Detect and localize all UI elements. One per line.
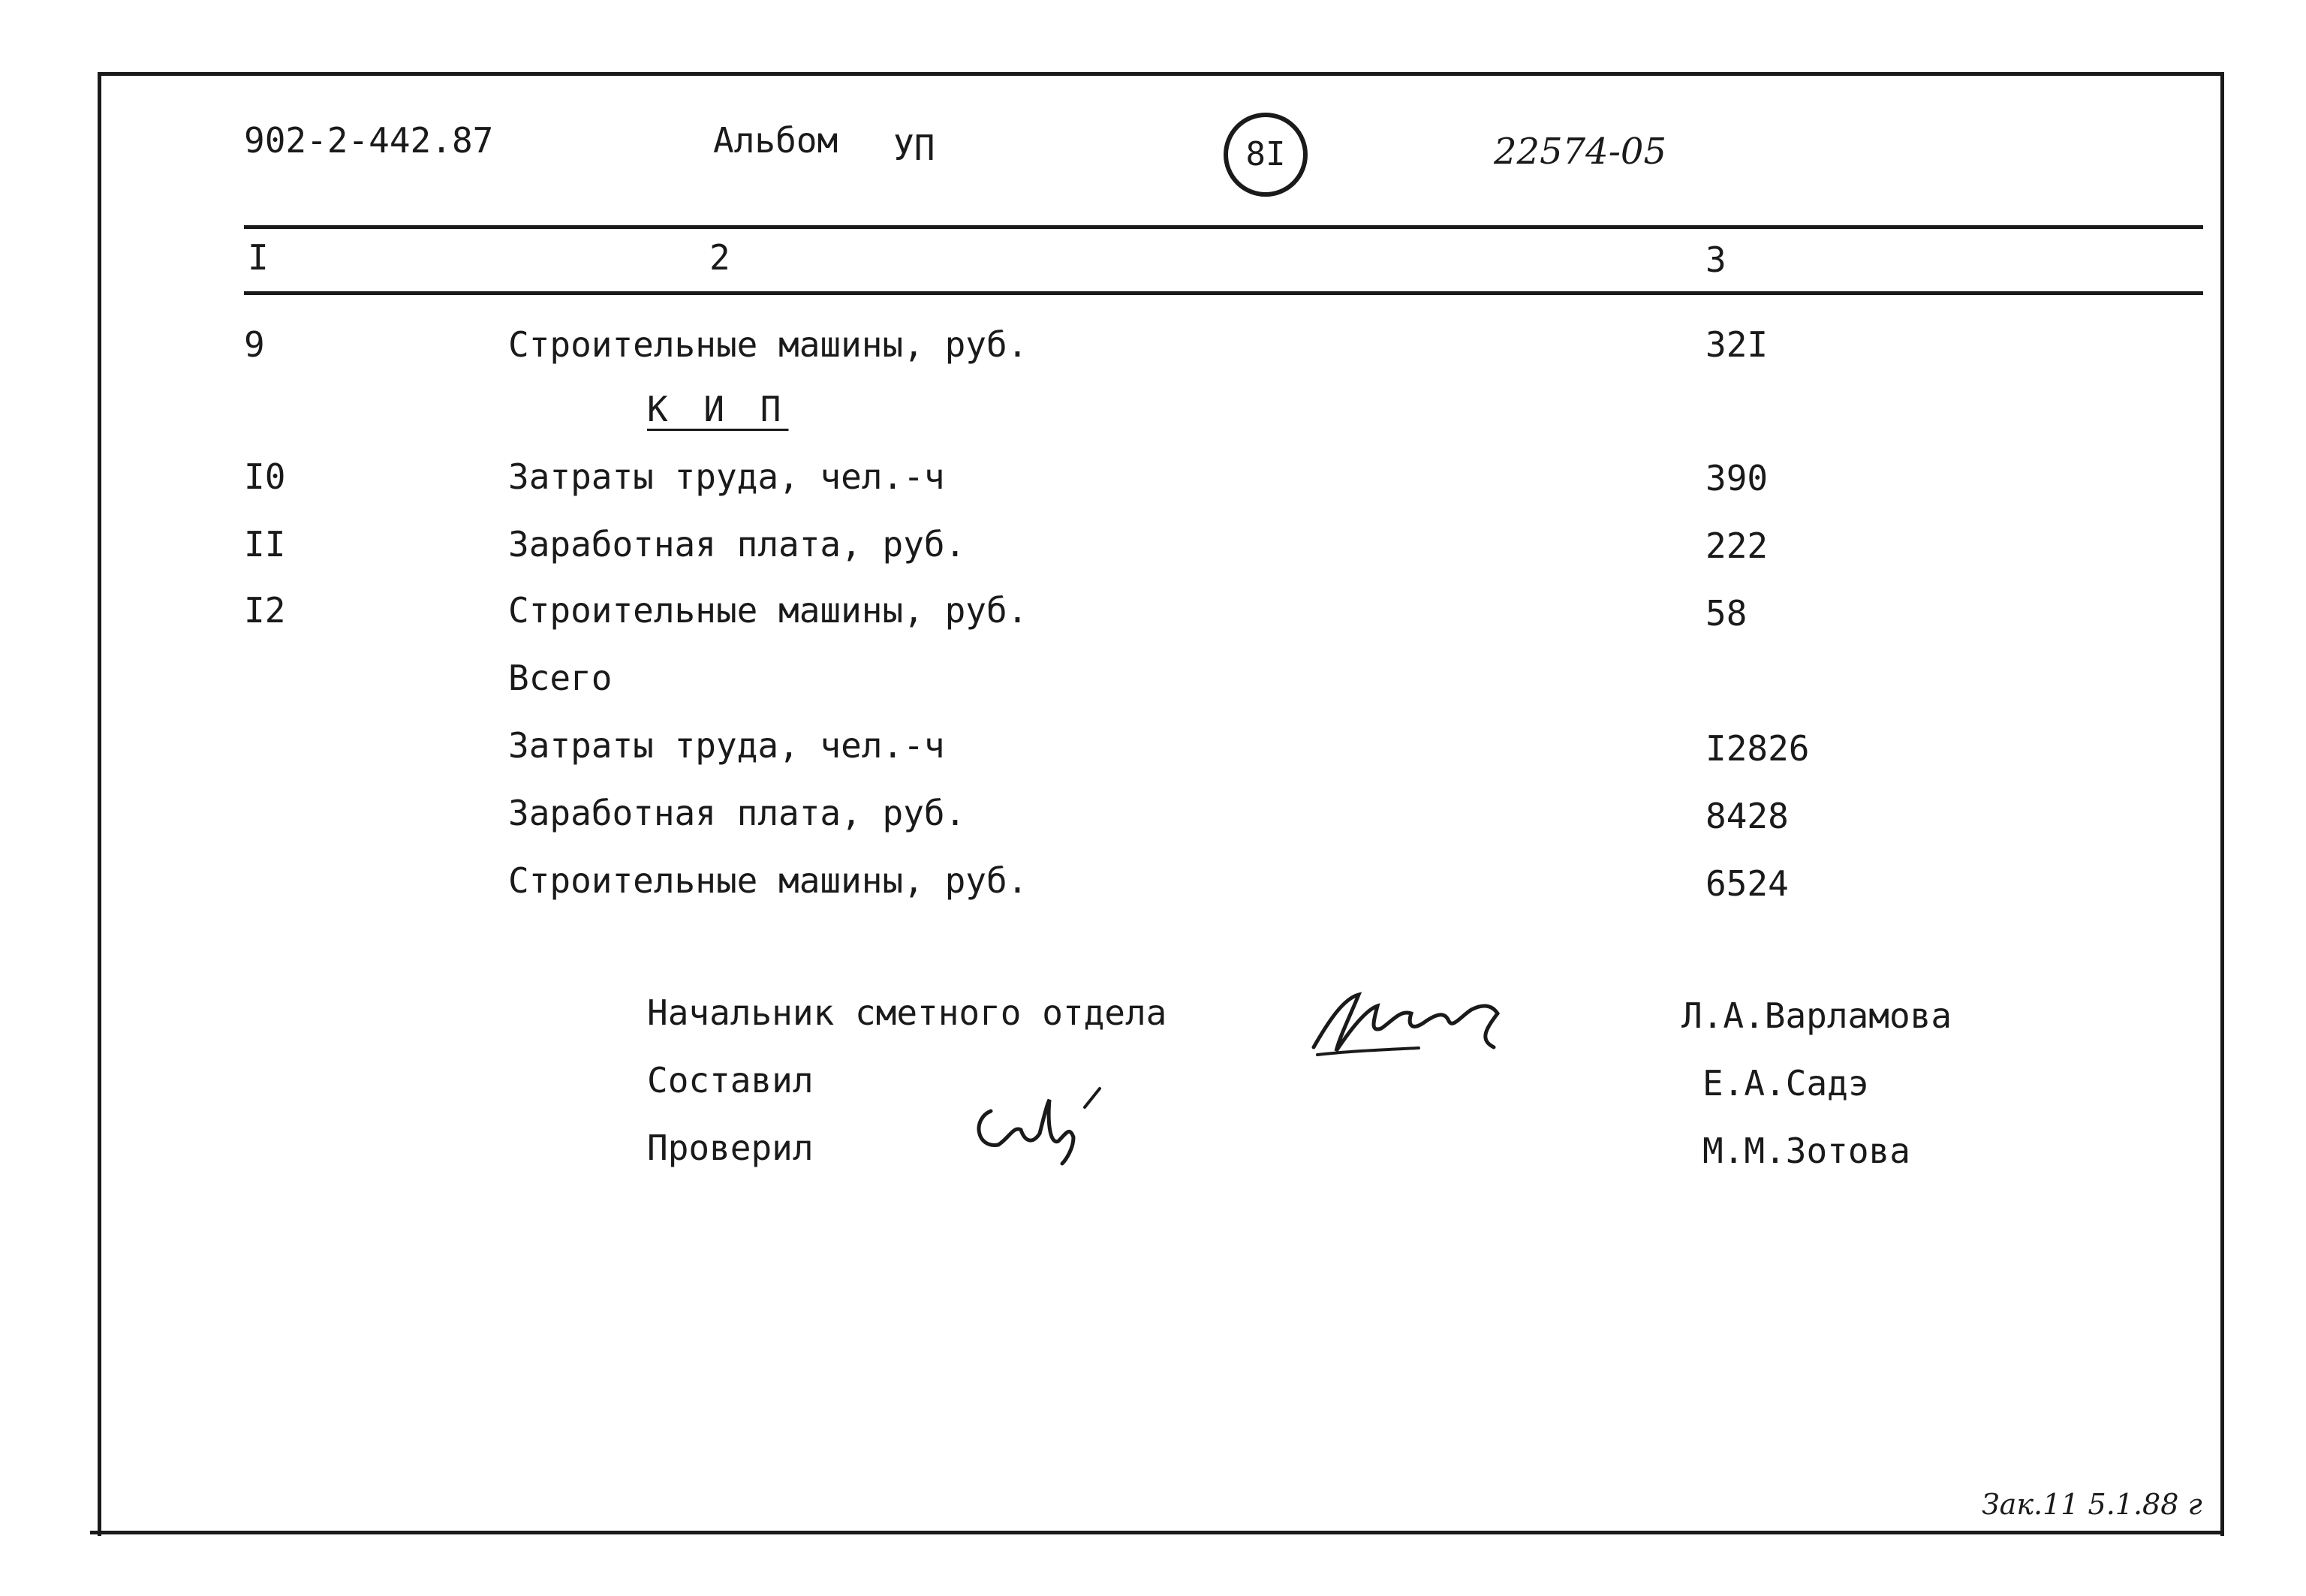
section-title-kip: К И П: [647, 389, 789, 429]
row-value: I2826: [1705, 728, 1810, 769]
row-num: 9: [244, 324, 265, 365]
handwritten-signature-compiler: [961, 1074, 1111, 1171]
frame-left: [98, 72, 101, 1536]
handwritten-signature-head: [1299, 976, 1524, 1066]
column-header-1: I: [248, 237, 269, 278]
album-value: УП: [893, 128, 935, 168]
page-number-stamp: [1224, 113, 1308, 197]
signature-name: Л.А.Варламова: [1681, 995, 1952, 1036]
doc-code: 902-2-442.87: [244, 120, 494, 161]
footer-note: Зак.11 5.1.88 г: [1982, 1488, 2202, 1521]
total-label: Всего: [508, 658, 613, 698]
frame-bottom: [90, 1531, 2224, 1534]
signature-role: Проверил: [647, 1128, 814, 1168]
row-label: Затраты труда, чел.-ч: [508, 456, 945, 497]
row-label: Заработная плата, руб.: [508, 524, 966, 565]
row-value: 58: [1705, 593, 1748, 634]
row-label: Строительные машины, руб.: [508, 324, 1028, 365]
page-number: 8I: [1245, 135, 1286, 173]
frame-right: [2220, 72, 2224, 1536]
series-number: 22574-05: [1494, 131, 1666, 173]
row-label: Заработная плата, руб.: [508, 793, 966, 833]
row-value: 6524: [1705, 863, 1789, 904]
column-header-2: 2: [709, 237, 730, 278]
column-header-3: 3: [1705, 239, 1726, 280]
header-rule-top: [244, 225, 2203, 229]
frame-top: [98, 72, 2224, 76]
signature-role: Начальник сметного отдела: [647, 992, 1167, 1033]
row-label: Затраты труда, чел.-ч: [508, 725, 945, 766]
row-label: Строительные машины, руб.: [508, 590, 1028, 631]
signature-name: М.М.Зотова: [1702, 1131, 1910, 1171]
header-rule-bottom: [244, 291, 2203, 295]
row-num: I2: [244, 590, 286, 631]
row-num: I0: [244, 456, 286, 497]
row-value: 390: [1705, 458, 1769, 498]
row-value: 8428: [1705, 796, 1789, 836]
row-value: 32I: [1705, 324, 1769, 365]
row-value: 222: [1705, 525, 1769, 566]
signature-name: Е.А.Садэ: [1702, 1063, 1869, 1104]
signature-role: Составил: [647, 1060, 814, 1101]
album-label: Альбом: [713, 120, 838, 161]
row-num: II: [244, 524, 286, 565]
row-label: Строительные машины, руб.: [508, 860, 1028, 901]
